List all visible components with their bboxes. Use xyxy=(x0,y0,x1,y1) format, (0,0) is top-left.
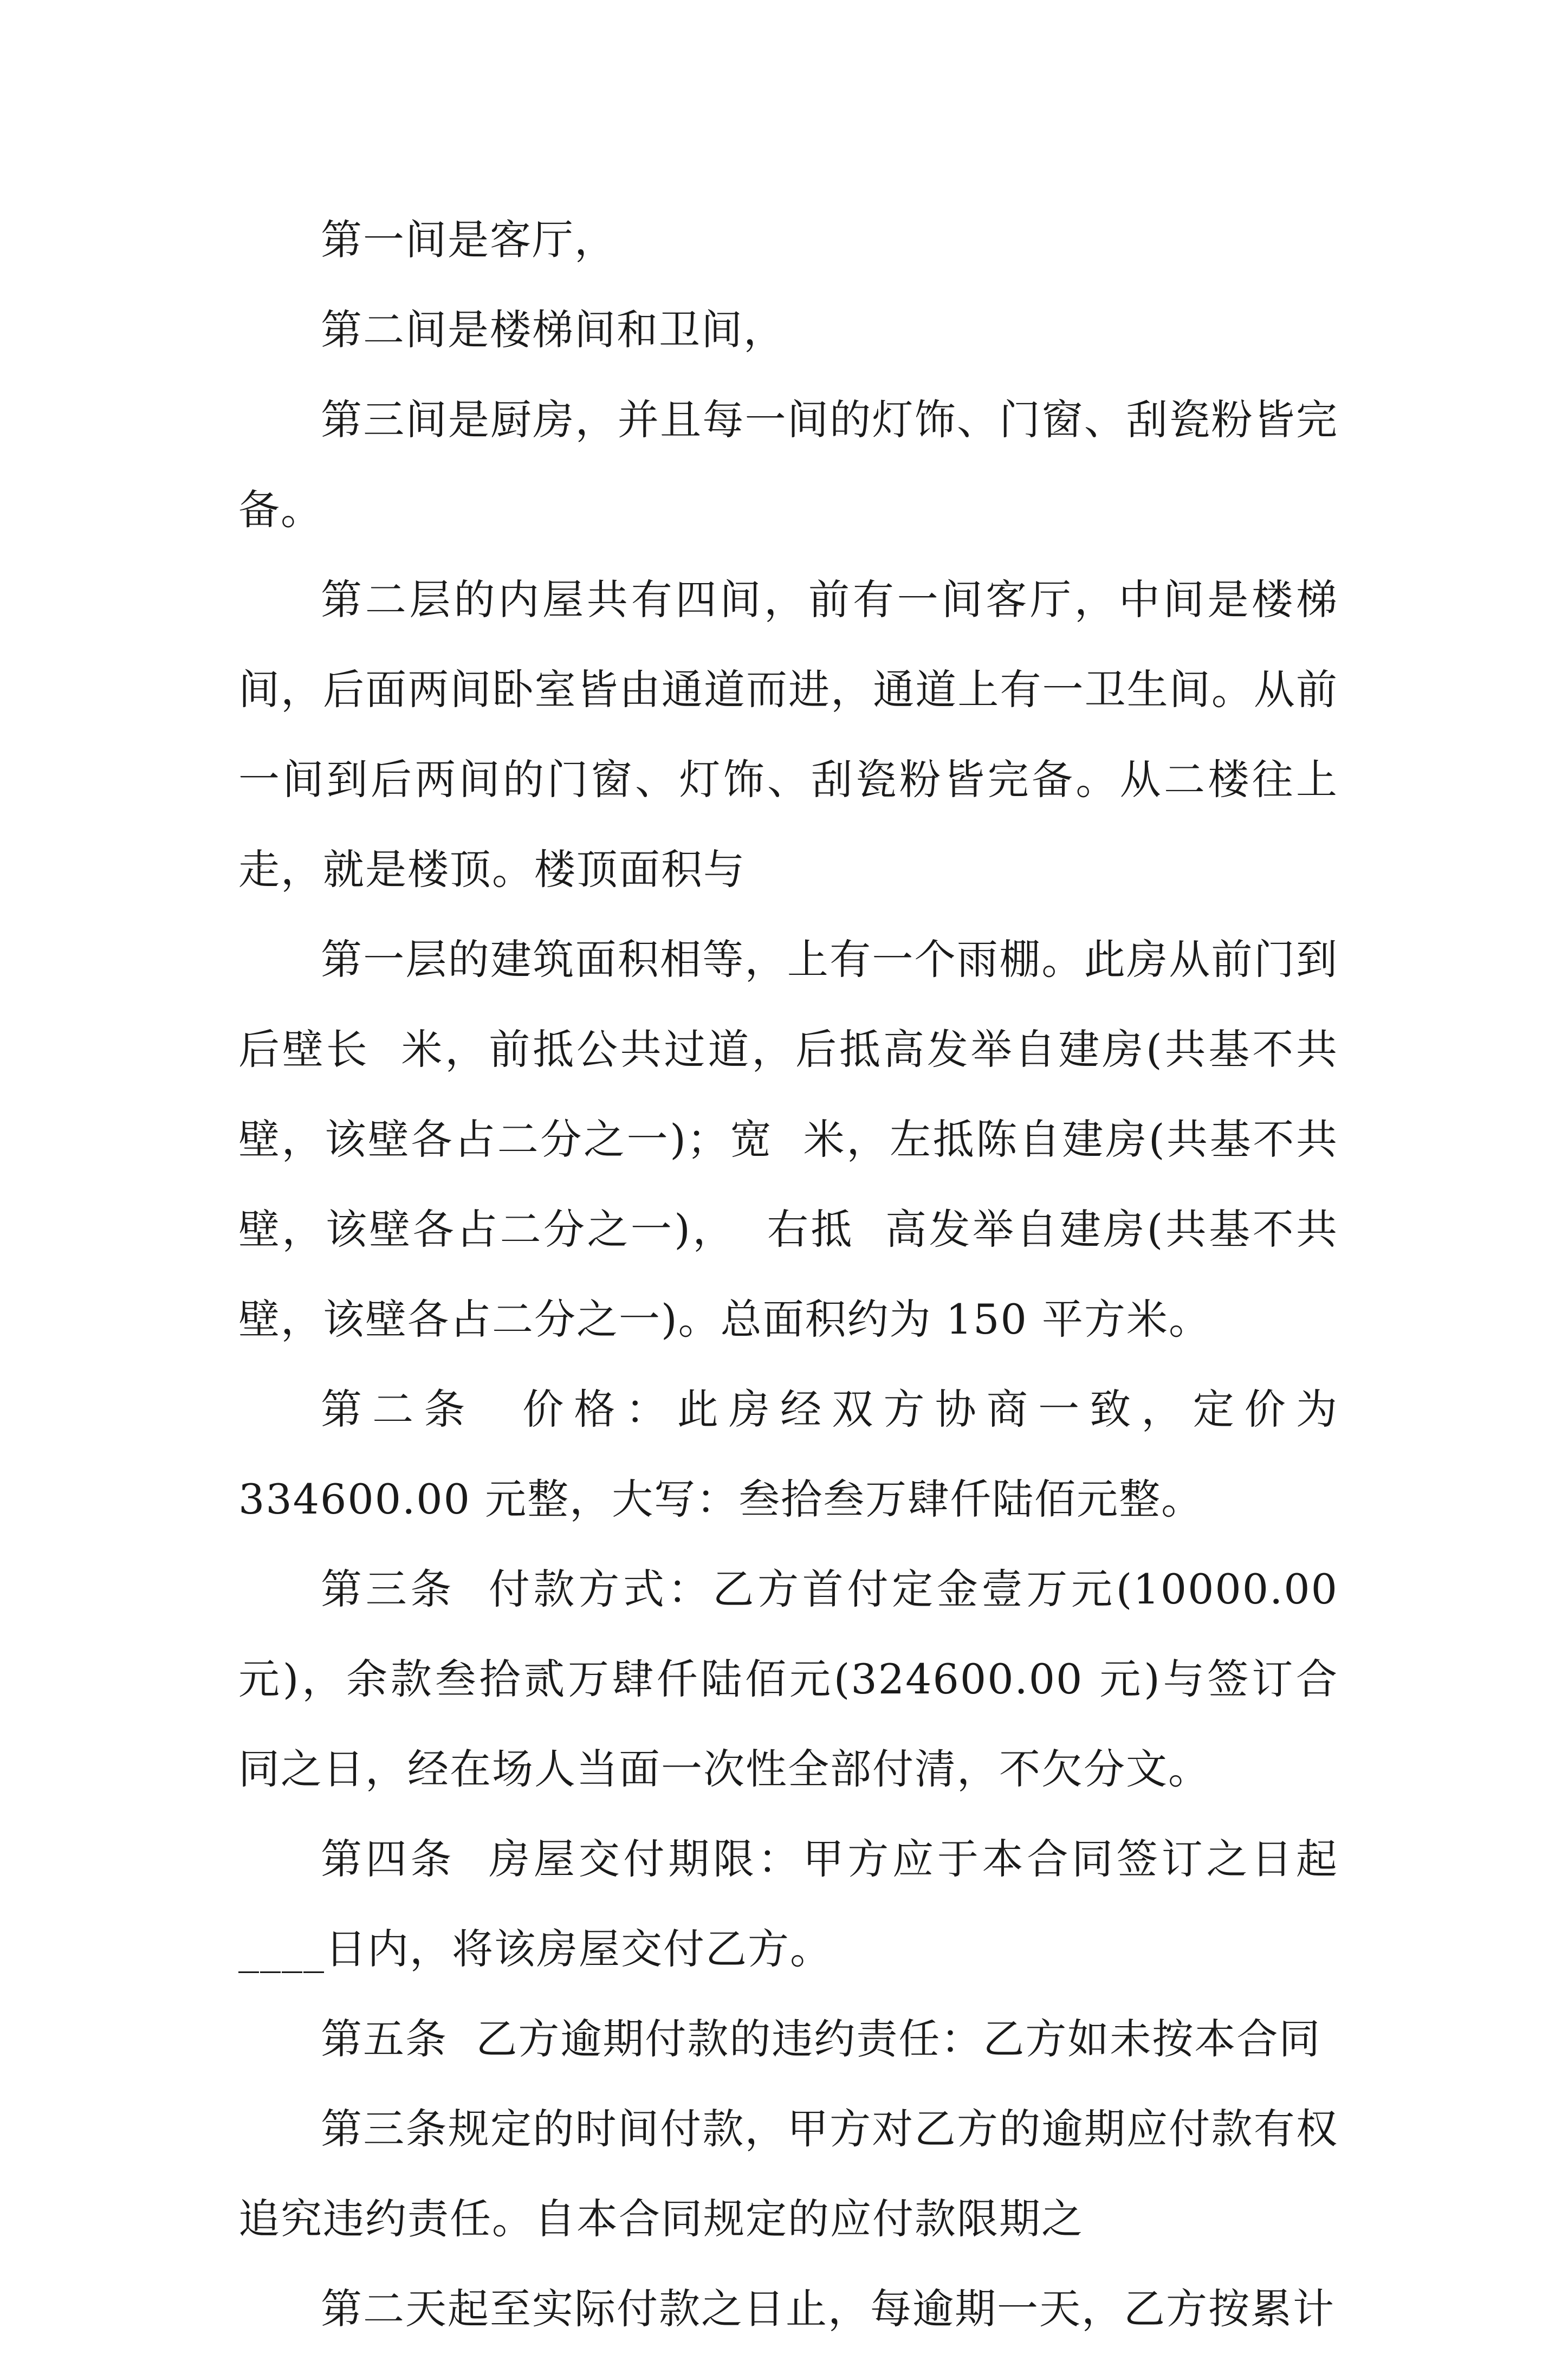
paragraph-second-floor: 第二层的内屋共有四间，前有一间客厅，中间是楼梯间，后面两间卧室皆由通道而进，通道上有一卫生间。从前一间到后两间的门窗、灯饰、刮瓷粉皆完备。从二楼往上走，就是楼顶。楼顶面积与 xyxy=(238,575,1338,894)
document-body xyxy=(238,195,1353,2354)
paragraph-living-room: 第一间是客厅， xyxy=(321,216,617,264)
paragraph-article-4-delivery: 第四条 房屋交付期限：甲方应于本合同签订之日起____日内，将该房屋交付乙方。 xyxy=(238,1835,1338,1973)
paragraph-kitchen: 第三间是厨房，并且每一间的灯饰、门窗、刮瓷粉皆完备。 xyxy=(238,396,1338,534)
paragraph-boundaries: 第一层的建筑面积相等，上有一个雨棚。此房从前门到后壁长 米，前抵公共过道，后抵高发举自建房(共基不共壁，该壁各占二分之一)；宽 米，左抵陈自建房(共基不共壁，该壁各占二分之一)， 右抵 高发举自建房(共基不共壁，该壁各占二分之一)。总面积约为 150 平方米。 xyxy=(238,935,1338,1343)
paragraph-article-5-liability: 第五条 乙方逾期付款的违约责任：乙方如未按本合同 xyxy=(321,2015,1321,2063)
paragraph-stairwell: 第二间是楼梯间和卫间， xyxy=(321,306,786,354)
paragraph-article-2-price: 第二条 价格：此房经双方协商一致，定价为 334600.00 元整，大写：叁拾叁万肆仟陆佰元整。 xyxy=(238,1385,1353,1523)
paragraph-article-3-payment: 第三条 付款方式：乙方首付定金壹万元(10000.00 元)，余款叁拾贰万肆仟陆佰元(324600.00 元)与签订合同之日，经在场人当面一次性全部付清，不欠分文。 xyxy=(238,1565,1353,1793)
paragraph-overdue-penalty: 第二天起至实际付款之日止，每逾期一天，乙方按累计 xyxy=(321,2285,1335,2333)
paragraph-article-3-rule: 第三条规定的时间付款，甲方对乙方的逾期应付款有权追究违约责任。自本合同规定的应付款限期之 xyxy=(238,2105,1338,2243)
